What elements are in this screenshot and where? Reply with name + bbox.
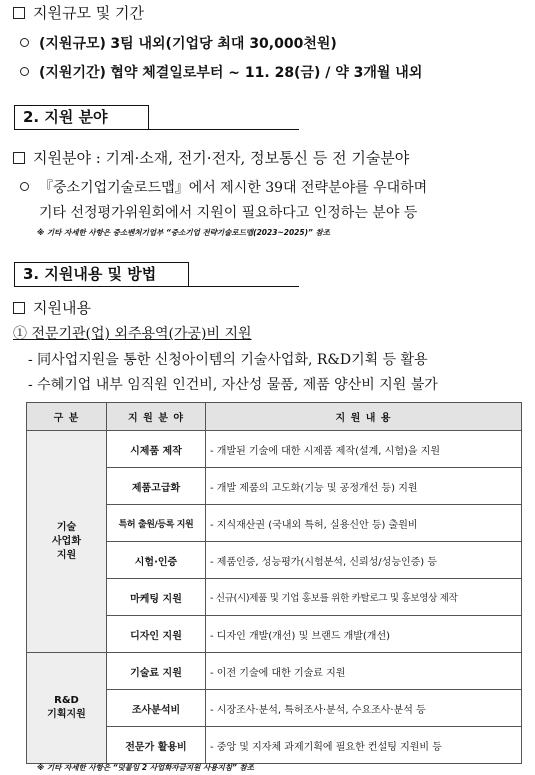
table-note: ※ 기타 자세한 사항은 “덧붙임 2 사업화자금지원 사용지침” 참조: [37, 763, 254, 772]
field-cell: 마케팅 지원: [107, 579, 206, 616]
field-cell: 전문가 활용비: [107, 727, 206, 764]
content-heading: 지원내용: [13, 297, 91, 318]
circle-bullet-icon: [20, 67, 29, 76]
field-cell: 특허 출원/등록 지원: [107, 505, 206, 542]
section-3-underline: [14, 286, 299, 287]
content-cell: - 시장조사·분석, 특허조사·분석, 수요조사·분석 등: [206, 690, 522, 727]
content-cell: - 신규(시)제품 및 기업 홍보를 위한 카탈로그 및 홍보영상 제작: [206, 579, 522, 616]
table-header-row: [27, 403, 522, 431]
header-content: 지 원 내 용: [206, 403, 522, 431]
item1-title: ① 전문기관(업) 외주용역(가공)비 지원: [13, 326, 252, 342]
table-row: [27, 653, 522, 690]
content-cell: - 디자인 개발(개선) 및 브랜드 개발(개선): [206, 616, 522, 653]
content-cell: - 제품인증, 성능평가(시험분석, 신뢰성/성능인증) 등: [206, 542, 522, 579]
square-bullet-icon: [13, 7, 25, 19]
section-3-header: [14, 262, 299, 287]
content-cell: - 개발된 기술에 대한 시제품 제작(설계, 시험)을 지원: [206, 431, 522, 468]
scale-period-heading: 지원규모 및 기간: [13, 2, 144, 23]
circle-bullet-icon: [20, 182, 29, 191]
roadmap-line-1: 『중소기업기술로드맵』에서 제시한 39대 전략분야를 우대하며: [20, 177, 427, 197]
square-bullet-icon: [13, 152, 25, 164]
circle-bullet-icon: [20, 38, 29, 47]
field-cell: 시제품 제작: [107, 431, 206, 468]
content-cell: - 지식재산권 (국내외 특허, 실용신안 등) 출원비: [206, 505, 522, 542]
content-cell: - 이전 기술에 대한 기술료 지원: [206, 653, 522, 690]
field-cell: 기술료 지원: [107, 653, 206, 690]
content-cell: - 개발 제품의 고도화(기능 및 공정개선 등) 지원: [206, 468, 522, 505]
scale-item: (지원규모) 3팀 내외(기업당 최대 30,000천원): [20, 33, 337, 53]
category-tech-commercialization: 기술 사업화 지원: [27, 431, 107, 653]
support-table: [26, 402, 522, 764]
header-category: 구 분: [27, 403, 107, 431]
field-cell: 디자인 지원: [107, 616, 206, 653]
roadmap-line-2: 기타 선정평가위원회에서 지원이 필요하다고 인정하는 분야 등: [39, 205, 418, 221]
bullet-1: - 同사업지원을 통한 신청아이템의 기술사업화, R&D기획 등 활용: [28, 352, 428, 368]
period-item: (지원기간) 협약 체결일로부터 ~ 11. 28(금) / 약 3개월 내외: [20, 62, 422, 82]
content-cell: - 중앙 및 지자체 과제기획에 필요한 컨설팅 지원비 등: [206, 727, 522, 764]
category-rnd-planning: R&D 기획지원: [27, 653, 107, 764]
bullet-2: - 수혜기업 내부 임직원 인건비, 자산성 물품, 제품 양산비 지원 불가: [28, 377, 438, 393]
field-cell: 조사분석비: [107, 690, 206, 727]
section-2-underline: [14, 129, 299, 130]
field-line: 지원분야 : 기계·소재, 전기·전자, 정보통신 등 전 기술분야: [13, 147, 409, 168]
field-cell: 시험·인증: [107, 542, 206, 579]
field-cell: 제품고급화: [107, 468, 206, 505]
section-2-header: [14, 105, 299, 130]
section-3-title: 3. 지원내용 및 방법: [14, 262, 189, 287]
table-row: [27, 431, 522, 468]
header-field: 지 원 분 야: [107, 403, 206, 431]
square-bullet-icon: [13, 302, 25, 314]
section-2-title: 2. 지원 분야: [14, 105, 149, 130]
roadmap-note: ※ 기타 자세한 사항은 중소벤처기업부 “중소기업 전략기술로드맵(2023~2025)” 참조: [37, 228, 330, 237]
